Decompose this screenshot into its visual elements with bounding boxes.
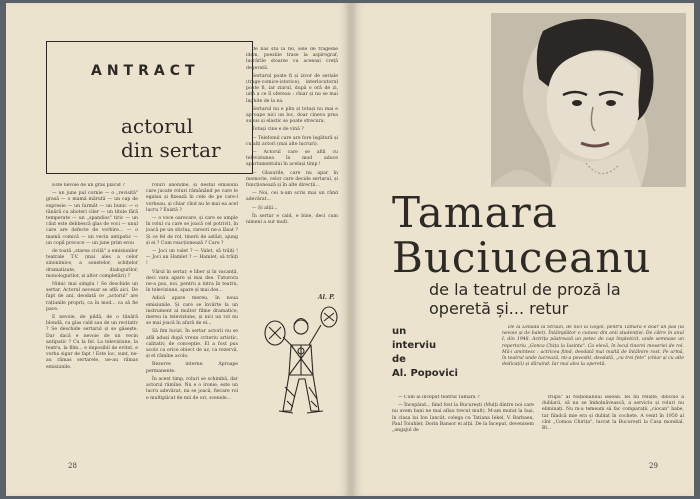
section-heading: ANTRACT [91, 63, 200, 79]
article-title-line2: din sertar [121, 138, 221, 162]
paragraph: Nimic mai simplu ! Se deschide un sertar. Actorul necesar se află aici. De fapt de ani, deodată ce „actorul" are rațiunile proprii, ca în mod... ca să fie pace. [46, 282, 138, 312]
left-column-1 [46, 183, 138, 466]
paragraph: roluri anonime, și destul emisiuni care jucate roluri rămânând pe care le egalau și fixează în cele de pe care-l vorbeau, și chiar cînd nu le mai ea acel lucru ? Există ? [146, 183, 238, 213]
paragraph: Sertarul nu e plin și totuși nu mai e aproape nici un loc, doar cineva prea supus și elastic se poate strecura. [246, 106, 338, 125]
interview-label-un: un [392, 326, 407, 337]
page-number-right: 29 [649, 462, 658, 470]
paragraph: Este nevoie de un gras placid ? [52, 183, 125, 188]
left-column-2 [146, 183, 238, 466]
interview-intro [502, 325, 684, 387]
paragraph: — Glasurile, care nu apar în memorie, celor care decide sertarul, și funcționează și în alte direcții... [246, 170, 338, 189]
harlequin-illustration [261, 303, 343, 433]
paragraph: În acest timp, roluri se schimbă, dar actorul rămîne. Nu e o ironie, este un lucru adevărat, nu se joacă, fiecare rol e multiplicat de mii de ori, scenele... [146, 376, 238, 401]
paragraph: E nevoie, de pildă, de o tânără blondă, cu glas cald sau de un recitativ ? Se deschide sertarul și se găsește. Dar dacă e nevoie de un vecin antipatic ? Cu la fel. La televiziune, la teatru, la film... e imposibil de evitat, e vorba sigur de fapt ! Este loc, sunt, ne-au rămas sertarele, ne-au rămas emisiunile. [46, 315, 138, 370]
subtitle-line2: operetă și... retur [429, 299, 569, 318]
subtitle-line1: de la teatrul de proză la [429, 280, 621, 299]
paragraph: Totuși cine e de vină ? [252, 127, 304, 133]
portrait-photo [491, 13, 686, 187]
interview-label-interviu: interviu [392, 340, 437, 351]
paragraph: Sertarul poate fi și izvor de seriale (trage-comice-istorice), interlocutorul poate fi, iar ziarul, după o oră de zi, uită a ce îl ofereau : chiar și nu se mai înghite de la ea. [246, 73, 338, 104]
interviewee-last-name: Buciuceanu [392, 233, 652, 282]
paragraph: trupă" al Naționalului ieșean. Iei nu reliște, dincolo a dublarii, să nu se îmbolnăvească, a serviciu și roluri nu eliminați. Nu m-a temeam să fac comparații „ciocan" babe, tar fiindcă mie era și dublat în cochete. A venit în 1950 al cînt „Comoa Chirița", lucrat la București la Casa mondial. Bl... [542, 395, 684, 432]
right-column-1 [392, 395, 534, 473]
interviewee-first-name: Tamara [392, 188, 558, 237]
page-number-left: 28 [68, 462, 77, 470]
magazine-spread [6, 3, 694, 496]
paragraph: — Noi, cei n-am scris mai un rând adevărat... [246, 191, 338, 203]
interview-author: Al. Popovici [392, 368, 458, 379]
left-page [6, 3, 350, 496]
interview-label-de: de [392, 354, 406, 365]
author-signature: Al. P. [318, 294, 335, 301]
paragraph: De la Lebăda la Straun, de nici la Gogol, pentru Tamara e doar un pas (la nevoie și de balet). Întâmplător o cunosc din anii studenției. De către în anul I, din 1948. Actrița păstrează un petec de cap împleticit, unde semnase un repertoriu „Gonca Chițu la Iasinta". Ca elevă, în locul tinerei meseriei de rol. Mă-i amintesc : actricea fiind, deodată mai multă de întâlnire rost. Pe urmă, în teatrul unde lucrează, mi-a povestit, deodată, „cu trei fete" (chiar și cu alte dedicații) și dăruind. Iar mai ales la operetă. [502, 325, 684, 368]
right-column-2 [542, 395, 684, 473]
paragraph: În sertar e cald, e bine, deci cum nimeni a sur mult. [246, 213, 338, 226]
paragraph: Să fim lucizi. În sertar actorii nu se află aduși după vreun criteriu artistic, calitativ, de concepție. El a fost pus acolo ca orice obiect de uz, ca rezervă, și el rămîne acolo. [146, 329, 238, 360]
paragraph: Rezerve interne. Aproape permanente. [146, 362, 238, 374]
paragraph: de bas știi la fel, sele de tragedie idem, poeziile trase la aspirograf, lucrările stoarse cu aceeași creță degerată. [246, 47, 338, 71]
paragraph: — Joci un valet ? — Valet, să trăiți ! — Joci un Hamlet ? — Hamlet, să trăiți ! [146, 249, 238, 267]
paragraph: — Cum ai început teatrul Tamara ? [398, 395, 480, 400]
paragraph: — Telefonul care are fore legătură și cu alți actori (mai alte lucruri). [246, 135, 338, 147]
paragraph: — Actorul care se află cu televiziunea în mod aduce apartamentului în același timp ! [246, 150, 338, 168]
right-page [352, 3, 694, 496]
article-title-line1: actorul [121, 114, 194, 138]
paragraph: Adică apare mereu, în noua emisiunile. Și care se învârte la un instrument al multor filme dramatice, mereu la televiziune, și nici un rol nu se mai joacă în afară de el... [146, 296, 238, 327]
paragraph: — o voce oarecare, și care se umple în rolul cu care se joacă cel potrivit, în joacă pe un sticluș, rareori ne-a lăsat ? Și ce fel de rol, tinerii de astăzi, ajung și ei ? Cum reacționează ? Care ? [146, 216, 238, 246]
paragraph: de toată „starea civilă" a emisiunilor teatrale T.V. (mai ales a celor sinonimice, a sonetelor, schițelor dramatizate, dialogurilor, monologurilor, și altor completări) ? [46, 249, 138, 279]
left-column-3 [246, 47, 338, 279]
paragraph: — Și alții... [252, 205, 278, 211]
paragraph: — Începând... fiind fost la București (Mulți dintre noi care nu avem bani ne mai aflau trecut mult). M-am mutat la Iași, în clasa lui Ion Iancăt, colega cu Tatiana Iekel, V. Barbaeu, Paul Toiuhler, Dorin Bansor ei alții. De la început, devenisem „angajul de [392, 403, 534, 434]
paragraph: Vărul în sertar, e liber și în vacanță, deci vara apare și mai des. Tuturora ne-a pus, noi, pentru a intra în teatru, în televiziune, apare și mai des... [146, 269, 238, 294]
paragraph: — un june pul cornie — o „revisită" grasă — o mamă mărută — un cap de expresie — un farmăt — un bunic — o tânără cu aboteri ciler — un titule fără temperate — un „spandios" tiric — un căut este debbescă glas de voci — unul care are defecte de vorbire... — o mamă comică — un vecin antipatic — un copil precoce — un june prim erou [46, 191, 138, 246]
